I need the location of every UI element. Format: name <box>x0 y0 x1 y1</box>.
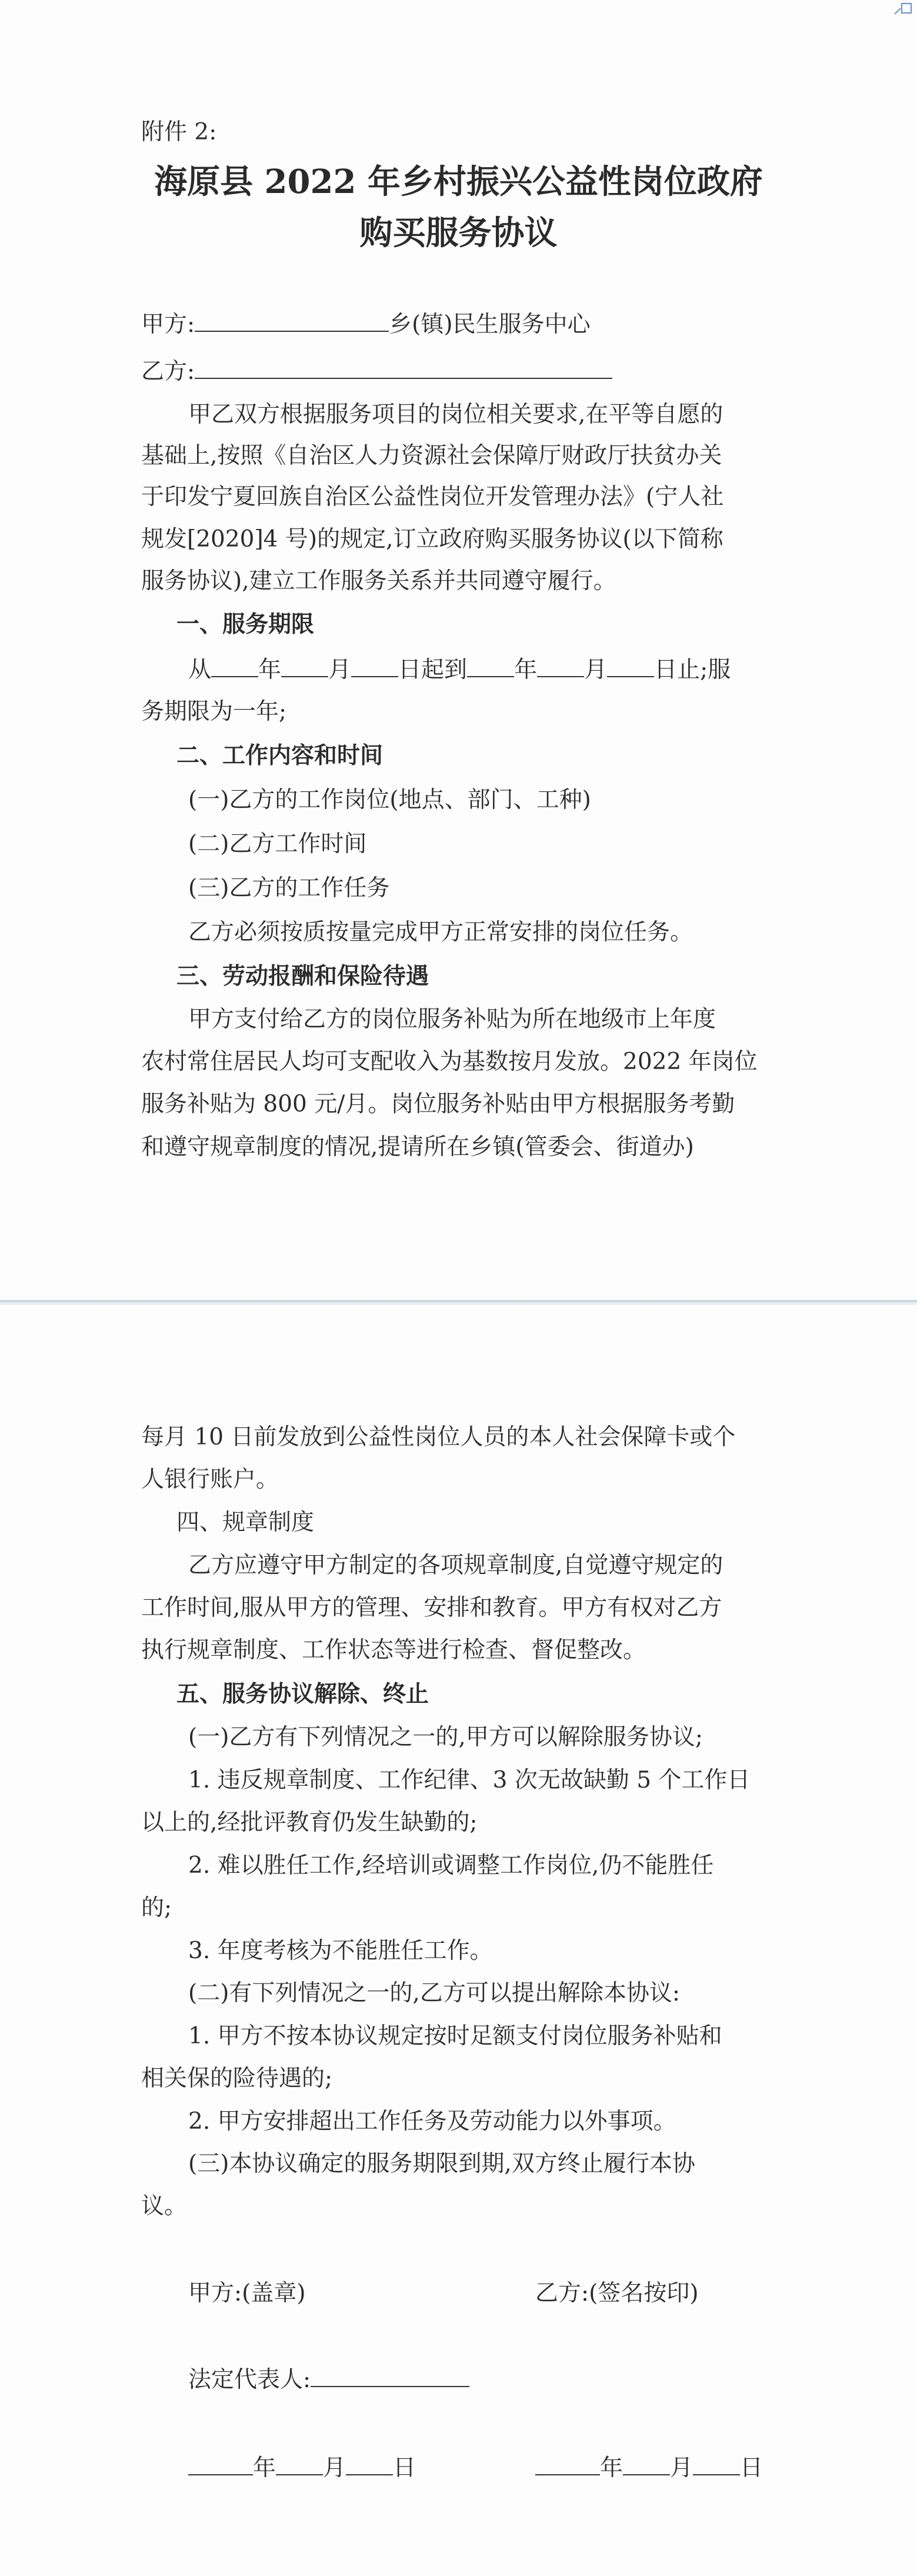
section-5-line: 3. 年度考核为不能胜任工作。 <box>188 1938 493 1964</box>
party-b-label: 乙方: <box>141 358 195 385</box>
section-5-line: (三)本协议确定的服务期限到期,双方终止履行本协 <box>188 2151 695 2177</box>
section-5-line: (一)乙方有下列情况之一的,甲方可以解除服务协议; <box>188 1724 703 1750</box>
section-4-heading: 四、规章制度 <box>176 1509 315 1536</box>
continuation-line: 人银行账户。 <box>141 1466 279 1493</box>
section-3-line: 农村常住居民人均可支配收入为基数按月发放。2022 年岗位 <box>141 1049 758 1075</box>
party-b-sign-label: 乙方:(签名按印) <box>535 2280 699 2307</box>
party-a-seal-label: 甲方:(盖章) <box>188 2280 306 2307</box>
intro-line: 基础上,按照《自治区人力资源社会保障厅财政厅扶贫办关 <box>141 442 722 469</box>
party-a-suffix: 乡(镇)民生服务中心 <box>389 311 591 338</box>
party-a-day-blank[interactable] <box>346 2455 393 2475</box>
party-b-year-blank[interactable] <box>535 2455 600 2475</box>
party-b-day-blank[interactable] <box>693 2455 740 2475</box>
party-a-line <box>141 312 591 336</box>
party-b-blank[interactable] <box>195 359 612 379</box>
intro-line: 服务协议),建立工作服务关系并共同遵守履行。 <box>141 568 616 594</box>
party-a-date: 年 月 日 <box>188 2455 416 2480</box>
legal-rep-blank[interactable] <box>311 2367 469 2387</box>
intro-line: 甲乙双方根据服务项目的岗位相关要求,在平等自愿的 <box>188 401 723 428</box>
intro-line: 规发[2020]4 号)的规定,订立政府购买服务协议(以下简称 <box>141 526 723 553</box>
legal-rep-label: 法定代表人: <box>188 2367 311 2393</box>
section-3-line: 和遵守规章制度的情况,提请所在乡镇(管委会、街道办) <box>141 1134 694 1160</box>
section-2-item: (三)乙方的工作任务 <box>188 875 390 901</box>
section-2-item: 乙方必须按质按量完成甲方正常安排的岗位任务。 <box>188 919 693 946</box>
section-4-line: 乙方应遵守甲方制定的各项规章制度,自觉遵守规定的 <box>188 1552 723 1579</box>
page-2 <box>0 1305 917 2576</box>
attachment-label: 附件 2: <box>141 119 217 145</box>
section-5-line: 的; <box>141 1895 172 1921</box>
section-5-line: 以上的,经批评教育仍发生缺勤的; <box>141 1809 478 1836</box>
party-b-line <box>141 359 612 383</box>
service-period-line: 从 年 月 日起到 年 月 日止;服 <box>188 657 731 683</box>
doc-title-line2: 购买服务协议 <box>359 214 558 252</box>
section-5-line: 2. 难以胜任工作,经培训或调整工作岗位,仍不能胜任 <box>188 1852 714 1879</box>
party-b-date: 年 月 日 <box>535 2455 763 2480</box>
section-5-line: 相关保的险待遇的; <box>141 2065 333 2092</box>
section-4-line: 执行规章制度、工作状态等进行检查、督促整改。 <box>141 1637 646 1663</box>
party-a-blank[interactable] <box>195 312 389 332</box>
intro-line: 于印发宁夏回族自治区公益性岗位开发管理办法》(宁人社 <box>141 484 724 510</box>
legal-representative-line <box>188 2367 469 2391</box>
party-a-year-blank[interactable] <box>188 2455 253 2475</box>
doc-title-line1: 海原县 2022 年乡村振兴公益性岗位政府 <box>154 162 763 201</box>
section-3-line: 服务补贴为 800 元/月。岗位服务补贴由甲方根据服务考勤 <box>141 1091 735 1117</box>
section-4-line: 工作时间,服从甲方的管理、安排和教育。甲方有权对乙方 <box>141 1595 722 1621</box>
section-5-line: (二)有下列情况之一的,乙方可以提出解除本协议: <box>188 1980 680 2006</box>
section-3-heading: 三、劳动报酬和保险待遇 <box>176 963 429 990</box>
section-5-line: 1. 违反规章制度、工作纪律、3 次无故缺勤 5 个工作日 <box>188 1767 751 1793</box>
service-period-line2: 务期限为一年; <box>141 698 287 725</box>
section-2-heading: 二、工作内容和时间 <box>176 742 384 769</box>
party-b-month-blank[interactable] <box>623 2455 670 2475</box>
section-2-item: (一)乙方的工作岗位(地点、部门、工种) <box>188 787 591 813</box>
party-a-month-blank[interactable] <box>276 2455 323 2475</box>
section-5-line: 1. 甲方不按本协议规定按时足额支付岗位服务补贴和 <box>188 2023 722 2049</box>
document-stamp-icon <box>893 2 913 15</box>
start-day-blank[interactable] <box>351 657 398 677</box>
start-month-blank[interactable] <box>281 657 328 677</box>
start-year-blank[interactable] <box>211 657 258 677</box>
section-2-item: (二)乙方工作时间 <box>188 831 367 857</box>
party-a-label: 甲方: <box>141 311 195 338</box>
section-1-heading: 一、服务期限 <box>176 611 315 638</box>
section-3-line: 甲方支付给乙方的岗位服务补贴为所在地级市上年度 <box>188 1006 716 1033</box>
end-day-blank[interactable] <box>607 657 654 677</box>
end-year-blank[interactable] <box>467 657 514 677</box>
end-month-blank[interactable] <box>537 657 584 677</box>
section-5-line: 2. 甲方安排超出工作任务及劳动能力以外事项。 <box>188 2108 676 2135</box>
section-5-line: 议。 <box>141 2193 188 2219</box>
continuation-line: 每月 10 日前发放到公益性岗位人员的本人社会保障卡或个 <box>141 1424 736 1450</box>
section-5-heading: 五、服务协议解除、终止 <box>176 1680 429 1708</box>
